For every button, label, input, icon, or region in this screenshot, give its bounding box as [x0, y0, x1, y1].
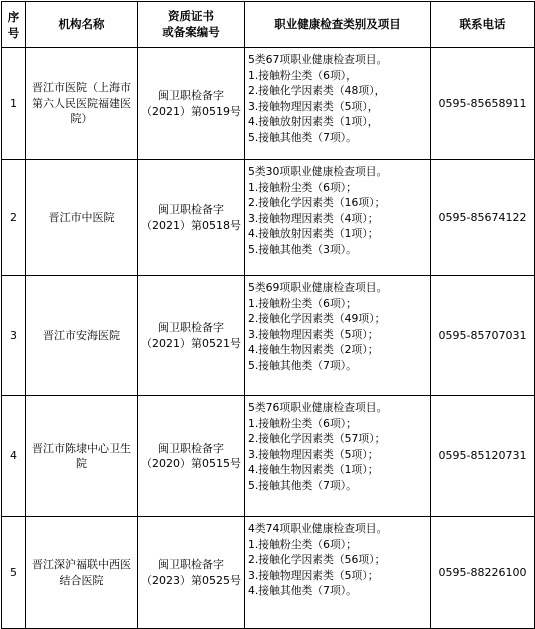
items-summary: 5类67项职业健康检查项目。 — [248, 53, 388, 66]
items-summary: 5类69项职业健康检查项目。 — [248, 281, 388, 294]
header-phone: 联系电话 — [431, 2, 535, 48]
row-seq: 3 — [2, 276, 26, 396]
item-line: 4.接触生物因素类（1项）； — [248, 463, 379, 476]
item-line: 2.接触化学因素类（49项）； — [248, 312, 386, 325]
item-line: 4.接触生物因素类（2项）； — [248, 343, 379, 356]
row-items — [245, 48, 431, 160]
row-seq: 1 — [2, 48, 26, 160]
item-line: 1.接触粉尘类（6项）； — [248, 416, 357, 430]
item-line: 3.接触物理因素类（5项）； — [248, 447, 379, 461]
row-phone: 0595-85674122 — [431, 160, 535, 276]
row-items — [245, 276, 431, 396]
row-cert: 闽卫职检备字（2023）第0525号 — [138, 517, 245, 629]
row-name: 晋江市医院（上海市第六人民医院福建医院） — [26, 48, 138, 160]
row-items — [245, 396, 431, 517]
row-cert: 闽卫职检备字（2021）第0521号 — [138, 276, 245, 396]
row-name: 晋江市陈埭中心卫生院 — [26, 396, 138, 517]
item-line: 3.接触物理因素类（5项）； — [248, 568, 379, 582]
header-cert — [138, 2, 245, 48]
item-line: 2.接触化学因素类（48项）， — [248, 84, 386, 97]
header-cert-line1: 资质证书 — [168, 9, 214, 23]
table-row — [2, 517, 535, 629]
item-line: 3.接触物理因素类（5项）， — [248, 99, 379, 113]
row-phone: 0595-85707031 — [431, 276, 535, 396]
row-phone: 0595-88226100 — [431, 517, 535, 629]
item-line: 5.接触其他类（7项）。 — [248, 478, 357, 492]
row-seq: 2 — [2, 160, 26, 276]
row-name: 晋江深沪福联中西医结合医院 — [26, 517, 138, 629]
row-items — [245, 160, 431, 276]
item-line: 1.接触粉尘类（6项）； — [248, 296, 357, 310]
item-line: 1.接触粉尘类（6项）； — [248, 180, 357, 194]
item-line: 1.接触粉尘类（6项）， — [248, 68, 357, 82]
item-line: 2.接触化学因素类（57项）； — [248, 432, 386, 445]
item-line: 4.接触其他类（7项）。 — [248, 584, 357, 597]
item-line: 5.接触其他类（3项）。 — [248, 242, 357, 256]
row-seq: 4 — [2, 396, 26, 517]
row-cert: 闽卫职检备字（2021）第0518号 — [138, 160, 245, 276]
header-seq: 序号 — [2, 2, 26, 48]
table-row — [2, 276, 535, 396]
header-row — [2, 2, 535, 48]
item-line: 2.接触化学因素类（16项）； — [248, 196, 386, 209]
row-seq: 5 — [2, 517, 26, 629]
item-line: 1.接触粉尘类（6项）； — [248, 537, 357, 551]
institution-table — [1, 1, 535, 629]
item-line: 3.接触物理因素类（4项）； — [248, 211, 379, 225]
table-row — [2, 160, 535, 276]
header-name: 机构名称 — [26, 2, 138, 48]
table-row — [2, 396, 535, 517]
item-line: 4.接触放射因素类（1项）， — [248, 115, 379, 128]
item-line: 2.接触化学因素类（56项）； — [248, 553, 386, 566]
header-cert-line2: 或备案编号 — [162, 24, 220, 39]
items-summary: 4类74项职业健康检查项目。 — [248, 522, 388, 535]
row-phone: 0595-85120731 — [431, 396, 535, 517]
row-items — [245, 517, 431, 629]
row-name: 晋江市安海医院 — [26, 276, 138, 396]
row-phone: 0595-85658911 — [431, 48, 535, 160]
table-row — [2, 48, 535, 160]
header-items: 职业健康检查类别及项目 — [245, 2, 431, 48]
row-cert: 闽卫职检备字（2020）第0515号 — [138, 396, 245, 517]
items-summary: 5类30项职业健康检查项目。 — [248, 165, 388, 178]
item-line: 3.接触物理因素类（5项）； — [248, 327, 379, 341]
item-line: 5.接触其他类（7项）。 — [248, 130, 357, 144]
row-cert: 闽卫职检备字（2021）第0519号 — [138, 48, 245, 160]
items-summary: 5类76项职业健康检查项目。 — [248, 401, 388, 414]
item-line: 4.接触放射因素类（1项）； — [248, 227, 379, 240]
item-line: 5.接触其他类（7项）。 — [248, 358, 357, 372]
row-name: 晋江市中医院 — [26, 160, 138, 276]
